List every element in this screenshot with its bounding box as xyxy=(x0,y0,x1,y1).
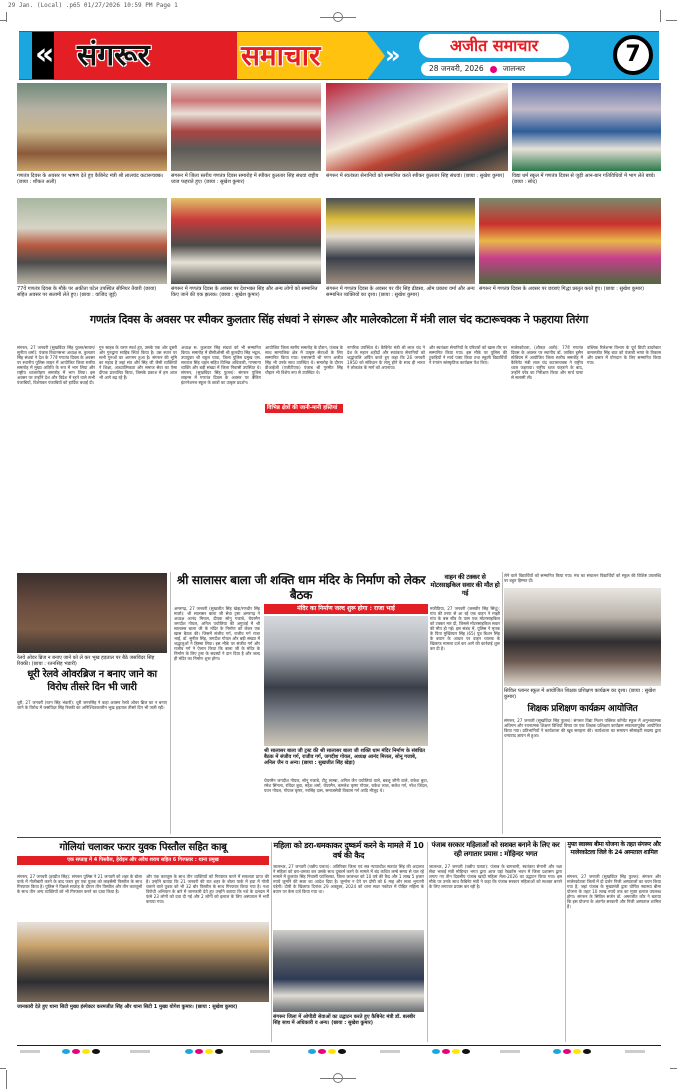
photo-temple-meeting xyxy=(264,616,428,746)
article-body: संगरूर, 27 जनवरी (सुखविंदर सिंह फुल्ल): संगरूर विद्या मिशन पब्लिक कॉन्वेंट स्कूल में अनुभवात्मक अधिगम और रचनात्मक शिक्षण विधियों विषय पर एक शिक्षक प्रशिक्षण कार्यक्रम सफलतापूर्वक आयोजित किया गया। प्रतिभागियों ने कार्यशाला की खूब सराहना की। कार्यशाला का समापन सोसाइटी सदस्य द्वारा धन्यवाद ज्ञापन से हुआ। xyxy=(504,718,661,738)
photo-opd-inauguration xyxy=(273,930,424,1012)
article-column: संगरूर, 27 जनवरी (हरप्रीत सिंह): संगरूर पुलिस ने 21 जनवरी को शहर के बोला पार्क में गोलीबारी करने के बाद फरार हुए एक युवक को लाइसेंसी पिस्तौल के साथ गिरफ्तार किया है। पुलिस ने पिछले सप्ताह के दौरान तीन पिस्तौल और तीन कारतूसों के साथ तीन अन्य व्यक्तियों को भी गिरफ्तार करने का दावा किया है। xyxy=(17,874,142,894)
crop-mark xyxy=(0,20,6,21)
main-headline: गणतंत्र दिवस के अवसर पर स्पीकर कुलतार सिंह संधवां ने संगरूर और मालेरकोटला में मंत्री लाल चंद कटारूचक्क ने फहराया तिरंगा xyxy=(89,313,589,326)
crop-mark xyxy=(666,20,677,21)
photo-caption: 77वें गणतंत्र दिवस के मौके पर अकीता पटेल उपस्थित सीनियर तैयारी (छाया) सहित अवसर पर सलामी लेते हुए। (छाया : वाजिद जुई) xyxy=(17,286,157,298)
salasar-headline: श्री सालासर बाला जी शक्ति धाम मंदिर के निर्माण को लेकर बैठक xyxy=(176,573,426,602)
article-column: अमरगढ़, 27 जनवरी (सुखजीत सिंह खेड़ा/रणधीर सिंह मालो): श्री सालासर बाला जी सेवा ट्रस्ट अमरगढ़ ने अध्यक्ष आनंद मित्तल, दीपक सोनू गजाबे, चेयरमैन जगदीश गोयल, अनिल पचोलिया की अगुवाई में श्री सालासर बाला जी के मंदिर के निर्माण को लेकर एक खास बैठक की। जिसमें संजीव गर्ग, राजीव गर्ग राजा भाई, डॉ. सुनील सिंह, जगदीश गोयल और बड़ी संख्या में श्रद्धालुओं ने हिस्सा लिया। इस मौके पर संजीव गर्ग और राजीव गर्ग ने ऐलान किया कि बाला जी के मंदिर के निर्माण के लिए ट्रस्ट के सदस्यों ने दान दिया है और जल्द ही मंदिर का निर्माण शुरू होगा। xyxy=(174,606,260,661)
photo-caption: संगरूर में गणतंत्र दिवस के अवसर पर वीर सिंह ढीडसा, ओम प्रकाश वर्मा और अन्य सम्मानित व्यक्तियों का दृश्य। (छाया : सुखेश कुमार) xyxy=(326,286,475,298)
article-body: जालन्धर, 27 जनवरी (चन्नीप पलता): अतिरिक्त जिला एवं सत्र न्यायाधीश सतवंत सिंह की अदालत ने महिला को डरा-धमका कर उसके साथ दुष्कर्म करने के मामले में बंद कथित लम्बे समय से चल रहे मामले में कुलवंत सिंह निवासी फाजिल्का, जिला जालन्धर को 10 वर्ष की कैद और 1 लाख 5 हजार रुपये जुर्माने की सजा का आदेश दिया है। जुर्माना न देने पर दोषी को 6 माह और सजा भुगतनी पड़ेगी। दोषी के खिलाफ दिनांक 29 अक्तूबर, 2024 को थाना सदर नकोदर में पीड़ित महिला के बयान पर केस दर्ज किया गया था। xyxy=(273,864,424,894)
paper-banner xyxy=(407,32,659,79)
chevron-right-icon: » xyxy=(385,41,401,69)
crop-mark xyxy=(670,1068,677,1069)
article-column: और स्वतंत्रता सेनानियों के परिवारों को खास तौर पर सम्मानित किया गया। इस मौके पर पुलिस की टुकड़ियों ने मार्च पास्ट किया तथा स्कूली विद्यार्थियों ने रंगारंग सांस्कृतिक कार्यक्रम पेश किए। xyxy=(429,345,507,365)
bullet-dot-icon xyxy=(490,66,497,73)
subhead-banner: एक सप्ताह में 4 पिस्तौल, हेरोइन और अवैध शराब सहित 6 गिरफ्तार : थाना प्रमुख xyxy=(17,856,269,865)
section-divider xyxy=(17,837,661,838)
article-column: गुरु साहब के चरण स्पर्श हुए, उसके एक ओर दूसरी ओर गुरुद्वारा साहिब स्थित किया है। उस स्थान पर सभी गुरुओं का आगमन हुआ है। संगरूर की भूमि का महत्व है जहां संत और सिंह जी जैसी व्यक्तियों ने शिक्षा, आध्यात्मिकता और समाज सेवा का ऐसा दीपक प्रज्वलित किया, जिसके प्रकाश में हम आज भी आगे बढ़ रहे हैं। xyxy=(99,345,177,380)
photo-dignitaries xyxy=(326,198,475,284)
dhuri-headline: धूरी रेलवे ओवरब्रिज न बनाए जाने का विरोध तीसरे दिन भी जारी xyxy=(27,669,157,693)
section-title-2: समाचार xyxy=(241,39,321,72)
punjab-headline: पंजाब सरकार महिलाओं को सशक्त बनाने के लिए कर रही लगातार प्रयास : मोहिन्दर भगत xyxy=(431,841,560,858)
photo-caption: श्री सालासर बाला जी ट्रस्ट की श्री सालासर बाला जी शक्ति धाम मंदिर निर्माण के संबंधित बैठक में संजीव गर्ग, राजीव गर्ग, जगदीश गोयल, अध्यक्ष आनंद मित्तल, सोनू गजाबे, अनिल जैन व अन्य। (छाया : सुखजीत सिंह खेड़ा) xyxy=(264,748,425,766)
color-registration-marks xyxy=(553,1049,591,1054)
chevron-left-icon: « xyxy=(35,37,55,72)
photo-caption: संगरूर जिला में ओपीडी सेवाओं का उद्घाटन करते हुए कैबिनेट मंत्री डॉ. बलबीर सिंह साथ में अधिकारी व अन्य। (छाया : सुखेश कुमार) xyxy=(273,1014,416,1026)
article-column: और एक कारतूस के साथ तीन व्यक्तियों को गिरफ्तार करने में सफलता प्राप्त की है। उन्होंने बताया कि 21 जनवरी की रात शहर के बोला पार्क में हवा में गोली चलाने वाले युवक को भी 32 बोर पिस्तौल के साथ गिरफ्तार किया गया है। नशा विरोधी अभियान के बारे में जानकारी देते हुए उन्होंने बताया कि नशे के दलदल में फंसे 23 लोगों को दवा दी गई और 2 लोगों को इलाज के लिए अस्पताल में भर्ती कराया गया। xyxy=(146,874,269,904)
photo-school-children xyxy=(512,83,661,171)
photo-caption: संगरूर में गणतंत्र दिवस के अवसर पर देशभक्त सिंह और अन्य लोगों को सम्मानित किए जाने की एक झलक। (छाया : सुखेश कुमार) xyxy=(171,286,318,298)
photo-parade-salute xyxy=(17,198,167,284)
subhead-banner: विभिन्न क्षेत्रों की जानी-मानी हस्तियां xyxy=(265,404,343,413)
masthead xyxy=(19,31,659,80)
photo-minister-speech xyxy=(17,83,167,171)
color-registration-marks xyxy=(62,1049,100,1054)
paper-name: अजीत समाचार xyxy=(419,34,569,58)
crop-mark xyxy=(320,17,356,18)
photo-freedom-fighters xyxy=(326,83,508,171)
section-banner xyxy=(19,32,237,79)
shikshak-headline: शिक्षक प्रशिक्षण कार्यक्रम आयोजित xyxy=(527,704,638,714)
article-column: मालेरकोटला, (शौकत अली): 77वें गणतंत्र दिवस के अवसर पर स्थानीय डॉ. ज़ाकिर हुसैन स्टेडियम में आयोजित जिला स्तरीय समारोह में कैबिनेट मंत्री लाल चंद कटारूचक्क ने राष्ट्रीय ध्वज फहराया। राष्ट्रीय ध्वज फहराने के बाद, उन्होंने परेड का निरीक्षण किया और मार्च पास्ट से सलामी ली। xyxy=(511,345,583,380)
photo-caption: संगरूर में गणतंत्र दिवस के अवसर पर छात्राएं गिद्धा प्रस्तुत करते हुए। (छाया : सुखेश कुमार) xyxy=(479,286,645,292)
section-banner-yellow xyxy=(237,32,367,79)
page-number: 7 xyxy=(613,35,653,75)
color-registration-marks xyxy=(432,1049,470,1054)
color-registration-marks xyxy=(308,1049,346,1054)
article-column: चेयरमैन जगदीश गोयल, सोनू गजाबे, टीटू लाम्बा, अनिल जैन पचोलियां वाले, बबलू जौनी वाले, राकेश बुवा, रमेश सिंगला, रविंदर बुवा, महेश शर्मा, चेयरमैन, कमलेश कृष्ण गोयल, राकेश लाल, सलेश गर्ग, नरेश जिंदल, पवन गोयल, गोपाल कृष्ण, नरसिंह दास, समाजसेवी विकास गर्ग आदि मौजूद थे। xyxy=(264,778,428,793)
article-column: आयोजित जिला स्तरीय समारोह के दौरान, पंजाब के साथ सामाजिक क्षेत्र में उत्कृष्ट सेवाओं के लिए सम्मानित किया गया। एसएसपी श्री गगन अजीत सिंह भी उनके साथ उपस्थित थे। समारोह के दौरान डीआईजी (एजीटीएफ) पंजाब श्री गुरमीत सिंह चौहान भी विशेष रूप से उपस्थित थे। xyxy=(265,345,343,375)
section-title: संगरूर xyxy=(77,38,150,73)
goliyan-headline: गोलियां चलाकर फरार युवक पिस्तौल सहित काबू xyxy=(59,842,227,853)
photo-caption: विद्या धर्म स्कूल में गणतंत्र दिवस से जुड़ी आन-बान गतिविधियों में भाग लेते बच्चे। (छाया : सोद) xyxy=(512,173,656,185)
photo-teacher-training xyxy=(504,588,661,686)
vahan-headline: वाहन की टक्कर से मोटरसाइकिल सवार की मौत हो गई xyxy=(430,573,500,597)
photo-hunger-strike xyxy=(17,573,167,653)
mukat-headline: मुफ्त स्वास्थ्य बीमा योजना के तहत संगरूर और मालेरकोटला जिले के 24 अस्पताल शामिल xyxy=(567,841,661,856)
dateline xyxy=(421,62,571,76)
article-body: मजीठिया, 27 जनवरी (जसवीर सिंह सिंधू): गांव की तरफ से आ रहे एक वाहन ने माझी गांव के बस स्टैंड के पास एक मोटरसाइकिल को टक्कर मार दी, जिससे मोटरसाइकिल सवार की मौत हो गई। इस संबंध में, पुलिस ने मृतक के पिता मुख्तियार सिंह (65) पुत्र बिशन सिंह के बयान के आधार पर वाहन चालक के खिलाफ मामला दर्ज कर आगे की कार्रवाई शुरू कर दी है। xyxy=(430,606,500,651)
article-column: नागरिक उपस्थित थे। कैबिनेट मंत्री श्री लाल चंद ने देश के महान शहीदों और स्वतंत्रता सेनानियों को श्रद्धांजलि अर्पित करते हुए कहा कि 26 जनवरी 1950 को संविधान के लागू होने के साथ ही भारत ने लोकतंत्र के मार्ग को अपनाया। xyxy=(347,345,425,370)
photo-caption: संगरूर में स्वतंत्रता सेनानियों को सम्मानित करते स्पीकर कुलतार सिंह संधवां। (छाया : सुखेश कुमार) xyxy=(326,173,505,179)
photo-caption: जानकारी देते हुए थाना सिटी मुख्य इंस्पेक्टर करमजीत सिंह और थाना सिटी 1 मुख्य योगेश कुमार। (छाया : सुखेश कुमार) xyxy=(17,1004,238,1010)
print-slug: 29 Jan. (Local) .p65 01/27/2026 10:59 PM Page 1 xyxy=(8,2,178,9)
edition-city: जालन्धर xyxy=(502,64,526,73)
edition-date: 28 जनवरी, 2026 xyxy=(429,64,484,73)
article-column: पब्लिक रिलेशन्स विभाग के पूर्व डिप्टी डायरेक्टर कमलजीत सिंह बाठ को पंजाबी भाषा के विकास और प्रसार में योगदान के लिए सम्मानित किया गया। xyxy=(587,345,661,365)
subhead-banner: मंदिर का निर्माण जल्द शुरू होगा : राजा भाई xyxy=(264,604,428,614)
photo-honouring xyxy=(171,198,321,284)
page-footer-rule xyxy=(17,1045,661,1046)
article-column: संगरूर, 27 जनवरी (सुखविंदर सिंह फुल्ल/सत्यम/सुनीता शर्मा): पंजाब विधानसभा अध्यक्ष स. कुलतार सिंह संधवां ने देश के 77वें गणतंत्र दिवस के अवसर पर स्थानीय पुलिस लाइन में आयोजित जिला स्तरीय समारोह में मुख्य अतिथि के रूप में भाग लिया और राष्ट्रीय ध्वजारोहण समारोह में भाग लिया। इस अवसर पर उन्होंने देश और विदेश में रहने वाले सभी पंजाबियों, विशेषकर पंजाबियों को हार्दिक बधाई दी। xyxy=(17,345,96,385)
photo-caption: संगरूर में जिला स्तरीय गणतंत्र दिवस समारोह में स्पीकर कुलतार सिंह संधवां राष्ट्रीय ध्वज फहराते हुए। (छाया : सुखेश कुमार) xyxy=(171,173,319,185)
photo-caption: गणतंत्र दिवस के अवसर पर भाषण देते हुए कैबिनेट मंत्री श्री लालचंद कटारूचक्क। (छाया : शौकत अली) xyxy=(17,173,164,185)
photo-flag-hoisting xyxy=(171,83,321,171)
article-body: जालन्धर, 27 जनवरी (चन्नीप पलता): पंजाब के बागबानी, स्वतंत्रता सेनानी और रक्षा सेवा भलाई मंत्री मोहिन्दर भगत द्वारा आज यहां रेडक्रॉस भवन में जिला प्रशासन द्वारा लगाए गए तीन दिवसीय पंजाब खादी महिला मेला-2026 का उद्घाटन किया गया। इस मौके पर उनके साथ कैबिनेट मंत्री ने कहा कि पंजाब सरकार महिलाओं को सशक्त बनाने के लिए लगातार प्रयास कर रही है। xyxy=(429,864,562,889)
crop-mark xyxy=(6,1070,7,1089)
mahila-headline: महिला को डरा-धमकाकर दुष्कर्म करने के मामले में 10 वर्ष की कैद xyxy=(273,841,424,860)
crop-mark xyxy=(0,1068,6,1069)
color-registration-marks xyxy=(185,1049,223,1054)
photo-giddha xyxy=(479,198,661,284)
photo-caption: सिविल प्लानर स्कूल में आयोजित शिक्षक प्रशिक्षण कार्यक्रम का दृश्य। (छाया : सुखेश कुमार) xyxy=(504,688,656,700)
article-column: लेने वाले विद्यार्थियों को सम्मानित किया गया। मंच का संचालन विद्यार्थियों को स्कूल की विशिष्ट उपलब्धि पर बहुत हिम्मत दी। xyxy=(504,573,661,583)
crop-mark xyxy=(320,1078,356,1079)
crop-mark xyxy=(660,10,661,22)
article-column: अध्यक्ष स. कुलतार सिंह संधवां को भी सम्मानित किया। समारोह में डीसीओसी श्री कुलदीप सिंह भट्ठल, उपायुक्त श्री राहुल चावा, जिला पुलिस प्रमुख एस. सरताज सिंह चहल सहित विभिन्न अधिकारी, गणमान्य व्यक्ति और बड़ी संख्या में जिला निवासी उपस्थित थे। संगरूर, (सुखविंदर सिंह फुल्ल): संगरूर पुलिस लाइन्स में गणतंत्र दिवस के अवसर पर बैंकिंग इंटरनेशनल स्कूल के छात्रों का उत्कृष्ट प्रदर्शन। xyxy=(181,345,261,385)
crop-mark xyxy=(6,12,7,22)
article-body: धूरी, 27 जनवरी (रतन सिंह भंडारी): धूरी जनरसिंह ने कहा अवसर रेलवे ओवर ब्रिज का न बनाए जाने के विरोध में जसविंदर सिंह रिक्की का अनिश्चितकालीन भूख हड़ताल तीसरे दिन भी जारी रही। xyxy=(17,700,167,710)
photo-police-officers xyxy=(17,922,269,1002)
photo-caption: रेलवे ओवर ब्रिज न बनाए जाने को ले कर भूख हड़ताल पर बैठे जसविंदर सिंह रिक्की। (छाया : रतनसिंह भंडारी) xyxy=(17,655,155,667)
article-body: संगरूर, 27 जनवरी (सुखविंदर सिंह फुल्ल): संगरूर और मालेरकोटला जिलों में दो दर्जन निजी अस्पतालों का चयन किया गया है, जहां पंजाब के मुख्यमंत्री द्वारा घोषित स्वास्थ्य बीमा योजना के तहत 10 लाख रुपये तक का मुफ्त इलाज उपलब्ध होगा। संगरूर के सिविल सर्जन डॉ. अमरजीत कौर ने बताया कि इस योजना के अंतर्गत सरकारी और निजी अस्पताल शामिल हैं। xyxy=(567,874,661,909)
